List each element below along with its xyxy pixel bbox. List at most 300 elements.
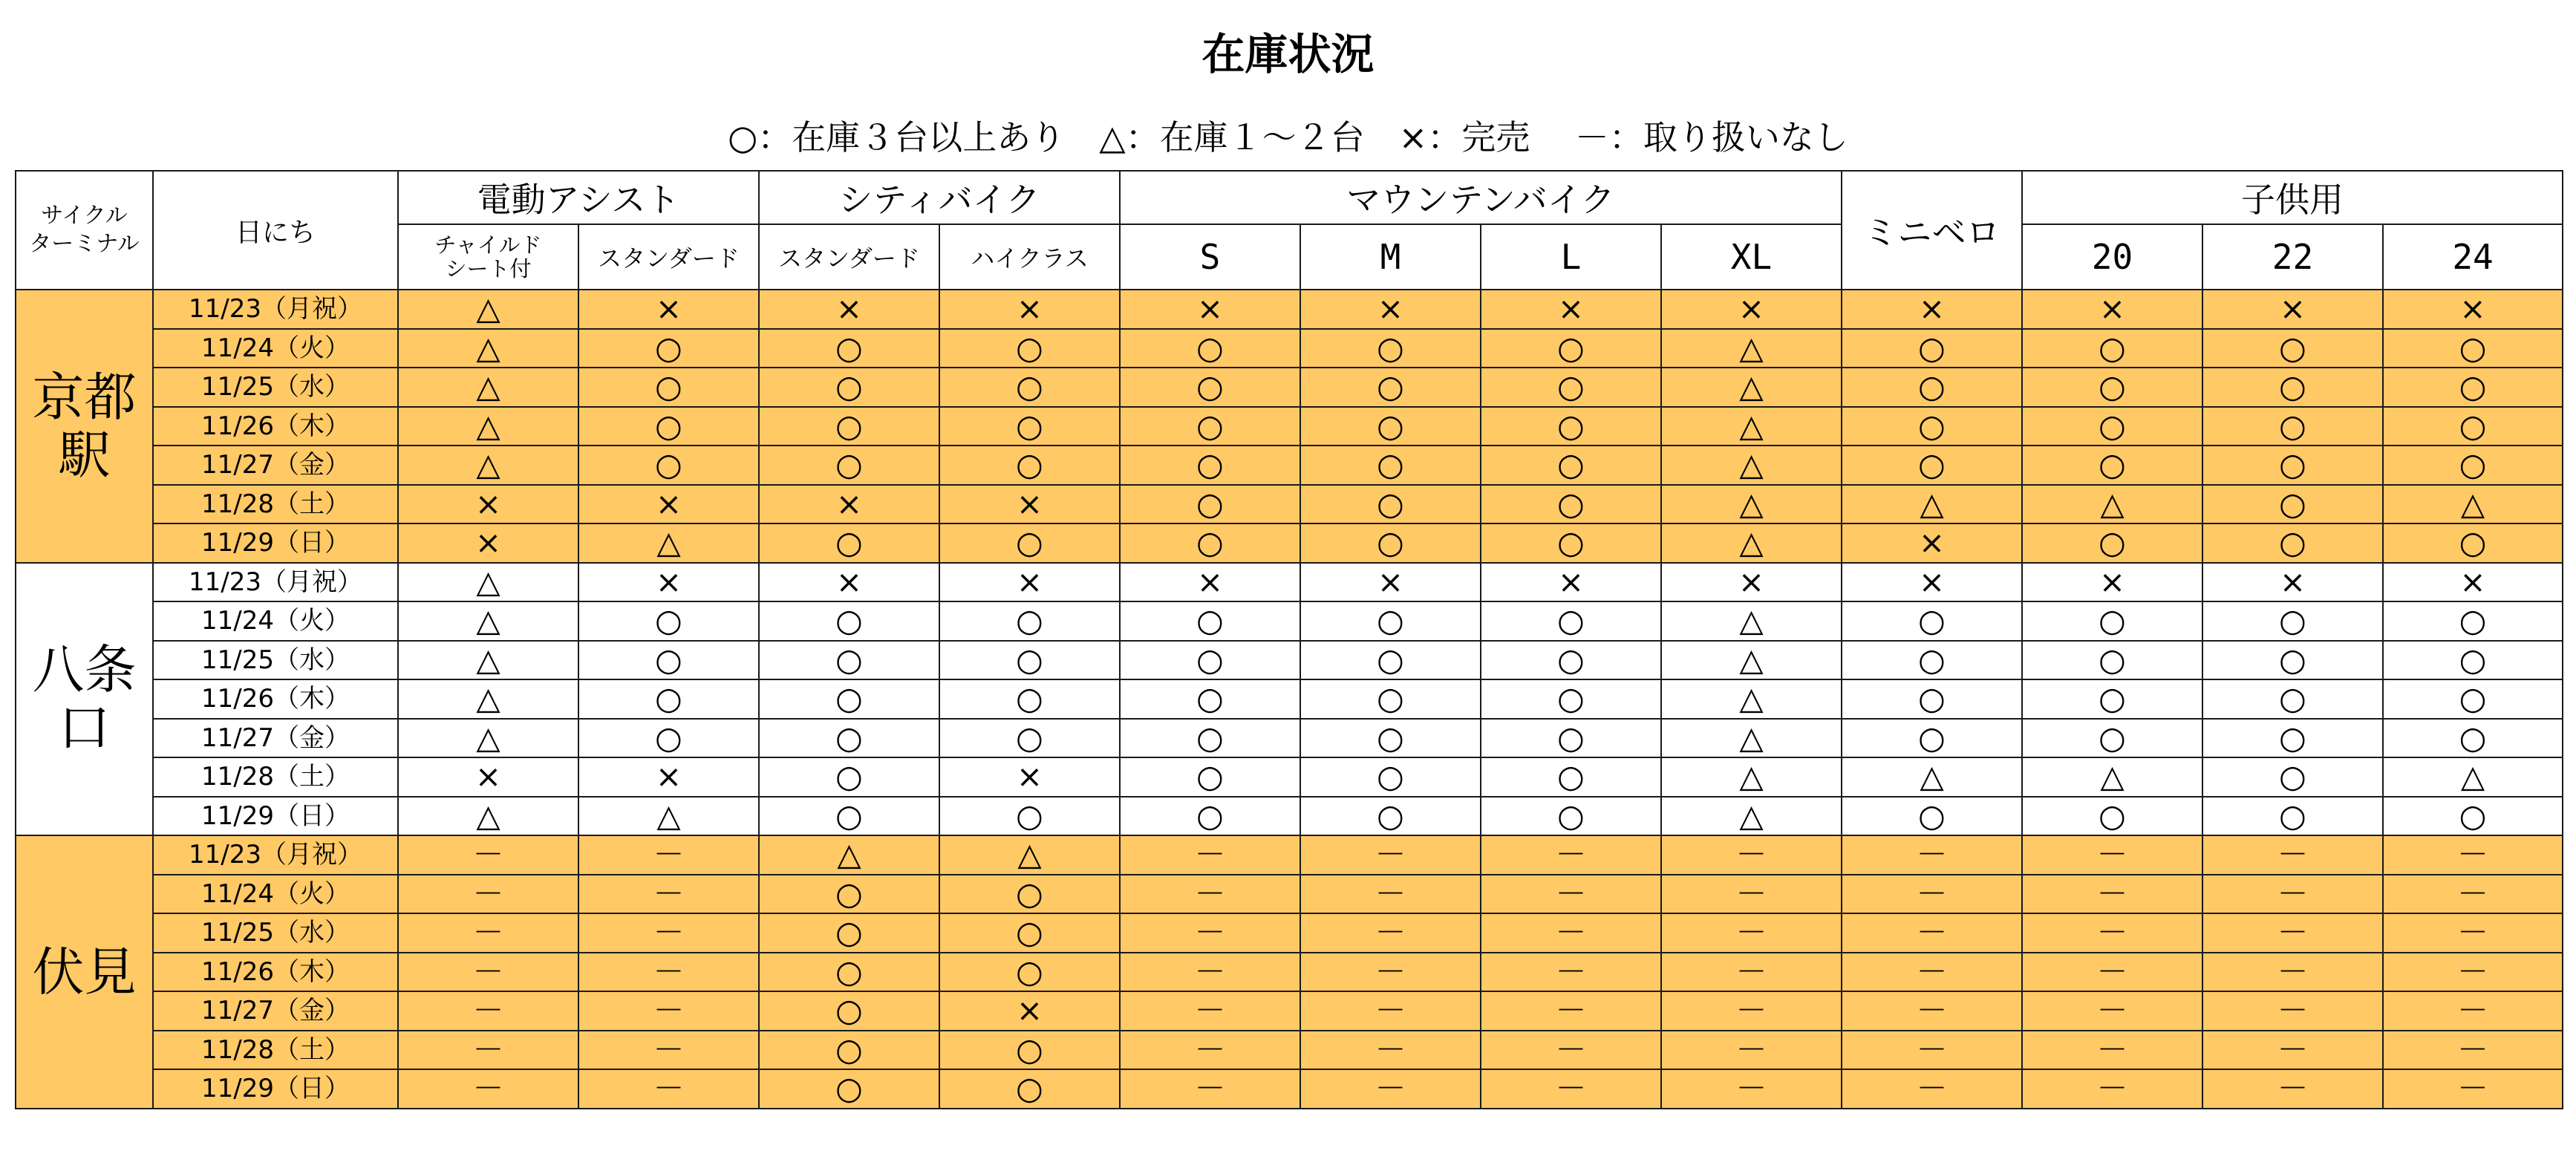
- stock-status-cell: －: [2202, 991, 2383, 1031]
- stock-status-cell: ○: [759, 953, 939, 992]
- stock-status-cell: ×: [759, 485, 939, 524]
- stock-status-cell: －: [578, 835, 759, 875]
- stock-status-cell: －: [1300, 1069, 1481, 1109]
- stock-status-cell: ×: [2383, 563, 2563, 602]
- stock-status-cell: －: [398, 1031, 578, 1070]
- stock-status-cell: ○: [759, 875, 939, 914]
- stock-status-cell: ○: [1120, 485, 1300, 524]
- stock-status-cell: △: [1661, 523, 1842, 563]
- table-row: [16, 1031, 2563, 1070]
- stock-status-cell: ○: [1481, 601, 1661, 641]
- date-cell: 11/26（木）: [153, 407, 398, 446]
- stock-status-cell: ○: [1481, 641, 1661, 680]
- stock-status-cell: －: [2383, 1069, 2563, 1109]
- stock-status-cell: ○: [2202, 641, 2383, 680]
- stock-status-cell: ○: [1300, 797, 1481, 836]
- stock-status-cell: △: [398, 368, 578, 407]
- stock-status-cell: △: [398, 797, 578, 836]
- header-sub-child-seat-label: チャイルド シート付: [434, 232, 542, 281]
- table-row: [16, 953, 2563, 992]
- stock-status-cell: －: [2202, 835, 2383, 875]
- stock-status-cell: ○: [939, 329, 1120, 368]
- stock-status-cell: －: [1300, 875, 1481, 914]
- stock-status-cell: ×: [1120, 290, 1300, 329]
- stock-status-cell: ○: [1120, 797, 1300, 836]
- stock-status-cell: ○: [1120, 679, 1300, 719]
- stock-status-cell: ○: [759, 446, 939, 485]
- stock-status-cell: ×: [1842, 563, 2022, 602]
- stock-status-cell: △: [398, 679, 578, 719]
- stock-status-cell: －: [1120, 991, 1300, 1031]
- stock-status-cell: △: [1661, 641, 1842, 680]
- stock-status-cell: －: [2383, 875, 2563, 914]
- station-name: 京都駅: [16, 290, 153, 563]
- date-cell: 11/25（水）: [153, 641, 398, 680]
- stock-status-cell: ○: [2383, 797, 2563, 836]
- stock-status-cell: ○: [1481, 329, 1661, 368]
- stock-status-cell: △: [1842, 757, 2022, 797]
- table-row: [16, 523, 2563, 563]
- stock-status-cell: ○: [2202, 679, 2383, 719]
- stock-status-cell: －: [398, 1069, 578, 1109]
- stock-status-cell: ○: [1481, 719, 1661, 758]
- table-row: [16, 757, 2563, 797]
- stock-status-cell: △: [1661, 797, 1842, 836]
- stock-status-cell: －: [578, 991, 759, 1031]
- stock-status-cell: －: [1842, 1031, 2022, 1070]
- stock-status-cell: △: [1661, 757, 1842, 797]
- stock-status-cell: △: [759, 835, 939, 875]
- stock-status-cell: －: [1661, 835, 1842, 875]
- table-row: [16, 485, 2563, 524]
- stock-status-cell: －: [398, 953, 578, 992]
- stock-status-cell: －: [2022, 991, 2202, 1031]
- header-terminal: [16, 171, 153, 290]
- stock-status-cell: ○: [939, 1069, 1120, 1109]
- stock-status-cell: ○: [2202, 368, 2383, 407]
- stock-status-cell: ○: [1300, 446, 1481, 485]
- stock-status-cell: ○: [2202, 329, 2383, 368]
- stock-status-cell: ○: [2383, 446, 2563, 485]
- stock-status-cell: ×: [2022, 290, 2202, 329]
- stock-status-cell: －: [1120, 875, 1300, 914]
- stock-status-cell: ○: [759, 679, 939, 719]
- stock-status-cell: ○: [2022, 407, 2202, 446]
- stock-status-cell: ○: [759, 407, 939, 446]
- stock-status-cell: －: [1661, 953, 1842, 992]
- stock-status-cell: －: [2022, 875, 2202, 914]
- inventory-table-body: [16, 290, 2563, 1109]
- stock-status-cell: ○: [578, 446, 759, 485]
- stock-status-cell: △: [398, 641, 578, 680]
- stock-status-cell: ○: [1842, 797, 2022, 836]
- stock-status-cell: ○: [2022, 523, 2202, 563]
- stock-status-cell: ○: [2383, 407, 2563, 446]
- stock-status-cell: －: [2383, 991, 2563, 1031]
- stock-status-cell: △: [1842, 485, 2022, 524]
- stock-status-cell: －: [578, 913, 759, 953]
- date-cell: 11/26（木）: [153, 679, 398, 719]
- stock-status-cell: －: [2202, 1031, 2383, 1070]
- header-sub-kids-20: 20: [2022, 224, 2202, 290]
- header-sub-city-standard: スタンダード: [759, 224, 939, 290]
- stock-status-cell: ×: [1120, 563, 1300, 602]
- stock-status-cell: ○: [759, 601, 939, 641]
- stock-status-cell: ○: [939, 523, 1120, 563]
- stock-status-cell: △: [1661, 368, 1842, 407]
- header-sub-child-seat: [398, 224, 578, 290]
- stock-status-cell: ○: [1481, 485, 1661, 524]
- stock-status-cell: －: [1300, 835, 1481, 875]
- header-sub-mtb-l: L: [1481, 224, 1661, 290]
- stock-status-cell: ×: [1842, 290, 2022, 329]
- stock-status-cell: △: [1661, 679, 1842, 719]
- inventory-table: [15, 170, 2563, 1109]
- table-row: [16, 679, 2563, 719]
- stock-status-cell: ○: [1300, 757, 1481, 797]
- stock-status-cell: －: [2022, 1031, 2202, 1070]
- table-row: [16, 913, 2563, 953]
- stock-status-cell: ○: [759, 1069, 939, 1109]
- stock-status-cell: ○: [1842, 641, 2022, 680]
- table-row: [16, 641, 2563, 680]
- stock-status-cell: △: [939, 835, 1120, 875]
- stock-status-cell: ○: [1300, 719, 1481, 758]
- stock-status-cell: △: [398, 719, 578, 758]
- stock-status-cell: －: [2022, 953, 2202, 992]
- stock-status-cell: ○: [2383, 601, 2563, 641]
- stock-status-cell: ○: [1300, 679, 1481, 719]
- date-cell: 11/24（火）: [153, 329, 398, 368]
- stock-status-cell: ×: [759, 563, 939, 602]
- stock-status-cell: ×: [759, 290, 939, 329]
- stock-status-cell: ○: [578, 719, 759, 758]
- stock-status-cell: －: [1842, 991, 2022, 1031]
- stock-status-cell: ○: [1842, 407, 2022, 446]
- table-row: [16, 407, 2563, 446]
- page-title: 在庫状況: [1201, 29, 1375, 79]
- stock-status-cell: △: [2022, 485, 2202, 524]
- stock-status-cell: －: [2202, 913, 2383, 953]
- stock-status-cell: △: [2383, 485, 2563, 524]
- stock-status-cell: －: [1481, 953, 1661, 992]
- stock-status-cell: ○: [1300, 485, 1481, 524]
- stock-status-cell: －: [578, 1031, 759, 1070]
- stock-status-cell: △: [578, 797, 759, 836]
- date-cell: 11/23（月祝）: [153, 835, 398, 875]
- stock-status-cell: ○: [2202, 797, 2383, 836]
- stock-status-cell: ○: [939, 368, 1120, 407]
- stock-status-cell: ○: [2022, 446, 2202, 485]
- table-row: [16, 368, 2563, 407]
- stock-status-cell: △: [1661, 329, 1842, 368]
- stock-status-cell: －: [1661, 913, 1842, 953]
- table-row: [16, 601, 2563, 641]
- stock-status-cell: ○: [1120, 523, 1300, 563]
- date-cell: 11/25（水）: [153, 368, 398, 407]
- stock-status-cell: ○: [1481, 797, 1661, 836]
- stock-status-cell: ○: [2383, 368, 2563, 407]
- header-group-minivelo: ミニベロ: [1842, 171, 2022, 290]
- stock-status-cell: △: [398, 601, 578, 641]
- stock-status-cell: ×: [1661, 563, 1842, 602]
- stock-status-cell: ×: [578, 563, 759, 602]
- table-row: [16, 991, 2563, 1031]
- station-name: 八条口: [16, 563, 153, 836]
- stock-status-cell: ○: [1120, 407, 1300, 446]
- stock-status-cell: ○: [1481, 368, 1661, 407]
- stock-status-cell: ○: [578, 641, 759, 680]
- stock-status-cell: ○: [759, 757, 939, 797]
- stock-status-cell: ○: [2202, 719, 2383, 758]
- stock-status-cell: －: [1481, 913, 1661, 953]
- header-row-subs: [16, 224, 2563, 290]
- stock-status-cell: －: [1661, 1069, 1842, 1109]
- stock-status-cell: ○: [759, 329, 939, 368]
- stock-status-cell: －: [1842, 953, 2022, 992]
- stock-status-cell: ×: [939, 485, 1120, 524]
- stock-status-cell: ○: [578, 368, 759, 407]
- stock-status-cell: ○: [939, 953, 1120, 992]
- header-group-city-bike: シティバイク: [759, 171, 1120, 224]
- stock-status-cell: ×: [578, 757, 759, 797]
- stock-status-cell: ○: [759, 913, 939, 953]
- stock-status-cell: ○: [2383, 523, 2563, 563]
- stock-status-cell: ○: [2202, 446, 2383, 485]
- stock-status-cell: ○: [1120, 757, 1300, 797]
- stock-status-cell: －: [1661, 875, 1842, 914]
- stock-status-cell: △: [1661, 407, 1842, 446]
- stock-status-cell: ○: [2022, 329, 2202, 368]
- stock-status-cell: ○: [759, 797, 939, 836]
- stock-status-cell: －: [1300, 1031, 1481, 1070]
- header-group-electric-assist: 電動アシスト: [398, 171, 759, 224]
- stock-status-cell: －: [1481, 991, 1661, 1031]
- stock-status-cell: －: [1661, 1031, 1842, 1070]
- stock-status-cell: ○: [578, 407, 759, 446]
- stock-status-cell: ○: [1481, 446, 1661, 485]
- stock-status-cell: －: [2202, 1069, 2383, 1109]
- stock-status-cell: ○: [759, 719, 939, 758]
- stock-status-cell: ○: [1300, 601, 1481, 641]
- table-row: [16, 875, 2563, 914]
- header-group-mountain-bike: マウンテンバイク: [1120, 171, 1842, 224]
- stock-status-cell: ○: [578, 601, 759, 641]
- stock-status-cell: －: [1300, 913, 1481, 953]
- stock-status-cell: ○: [2022, 368, 2202, 407]
- stock-status-cell: －: [1481, 875, 1661, 914]
- stock-status-cell: ○: [939, 719, 1120, 758]
- stock-status-cell: ○: [2202, 485, 2383, 524]
- header-terminal-label: サイクル ターミナル: [29, 203, 140, 257]
- stock-status-cell: －: [578, 953, 759, 992]
- stock-status-cell: －: [2202, 953, 2383, 992]
- stock-status-cell: △: [398, 329, 578, 368]
- table-row: [16, 446, 2563, 485]
- stock-status-cell: ○: [2202, 523, 2383, 563]
- stock-status-cell: ○: [1481, 679, 1661, 719]
- stock-status-cell: △: [1661, 601, 1842, 641]
- stock-status-cell: ×: [398, 485, 578, 524]
- stock-status-cell: ○: [1481, 757, 1661, 797]
- legend-text: ○：在庫３台以上あり △：在庫１～２台 ×：完売 －：取り扱いなし: [728, 117, 1848, 157]
- stock-status-cell: ○: [1300, 329, 1481, 368]
- stock-status-cell: ○: [1120, 446, 1300, 485]
- stock-status-cell: △: [2383, 757, 2563, 797]
- stock-status-cell: －: [1481, 1069, 1661, 1109]
- date-cell: 11/27（金）: [153, 446, 398, 485]
- date-cell: 11/29（日）: [153, 1069, 398, 1109]
- stock-status-cell: －: [398, 991, 578, 1031]
- stock-status-cell: △: [398, 407, 578, 446]
- date-cell: 11/28（土）: [153, 1031, 398, 1070]
- stock-status-cell: ○: [1300, 407, 1481, 446]
- stock-status-cell: ○: [1300, 523, 1481, 563]
- stock-status-cell: ○: [759, 368, 939, 407]
- table-row: [16, 1069, 2563, 1109]
- stock-status-cell: ○: [2383, 679, 2563, 719]
- date-cell: 11/27（金）: [153, 719, 398, 758]
- stock-status-cell: ×: [398, 757, 578, 797]
- stock-status-cell: －: [1481, 1031, 1661, 1070]
- stock-status-cell: ○: [939, 1031, 1120, 1070]
- stock-status-cell: －: [1120, 1069, 1300, 1109]
- stock-status-cell: ○: [1842, 368, 2022, 407]
- stock-status-cell: ○: [2022, 679, 2202, 719]
- stock-status-cell: －: [1300, 991, 1481, 1031]
- stock-status-cell: ○: [1120, 601, 1300, 641]
- stock-status-cell: ○: [939, 875, 1120, 914]
- stock-status-cell: －: [2383, 913, 2563, 953]
- stock-status-cell: ×: [398, 523, 578, 563]
- stock-status-cell: ○: [1120, 641, 1300, 680]
- stock-status-cell: ×: [1842, 523, 2022, 563]
- stock-status-cell: △: [2022, 757, 2202, 797]
- date-cell: 11/24（火）: [153, 601, 398, 641]
- date-cell: 11/26（木）: [153, 953, 398, 992]
- stock-status-cell: ○: [1842, 679, 2022, 719]
- stock-status-cell: ○: [2383, 329, 2563, 368]
- stock-status-cell: ○: [2383, 719, 2563, 758]
- stock-status-cell: ○: [759, 641, 939, 680]
- stock-status-cell: ○: [939, 797, 1120, 836]
- stock-status-cell: －: [398, 875, 578, 914]
- stock-status-cell: ○: [1120, 368, 1300, 407]
- header-group-kids: 子供用: [2022, 171, 2563, 224]
- stock-status-cell: ×: [2383, 290, 2563, 329]
- stock-status-cell: －: [1300, 953, 1481, 992]
- stock-status-cell: －: [1120, 835, 1300, 875]
- stock-status-cell: －: [1120, 1031, 1300, 1070]
- stock-status-cell: －: [2383, 1031, 2563, 1070]
- header-sub-kids-24: 24: [2383, 224, 2563, 290]
- stock-status-cell: －: [1481, 835, 1661, 875]
- stock-status-cell: ×: [2202, 563, 2383, 602]
- stock-status-cell: ○: [2022, 797, 2202, 836]
- stock-status-cell: ×: [1481, 290, 1661, 329]
- stock-status-cell: ×: [578, 485, 759, 524]
- stock-status-cell: ○: [1120, 719, 1300, 758]
- stock-status-cell: ○: [2202, 407, 2383, 446]
- stock-status-cell: ○: [1842, 719, 2022, 758]
- stock-status-cell: ○: [1300, 368, 1481, 407]
- stock-status-cell: △: [1661, 719, 1842, 758]
- stock-status-cell: ×: [939, 563, 1120, 602]
- stock-status-cell: ○: [939, 601, 1120, 641]
- date-cell: 11/28（土）: [153, 485, 398, 524]
- date-cell: 11/27（金）: [153, 991, 398, 1031]
- stock-status-cell: －: [2022, 913, 2202, 953]
- header-sub-kids-22: 22: [2202, 224, 2383, 290]
- stock-status-cell: ×: [2202, 290, 2383, 329]
- stock-status-cell: △: [578, 523, 759, 563]
- stock-status-cell: ○: [578, 679, 759, 719]
- station-name: 伏見: [16, 835, 153, 1109]
- stock-status-cell: △: [398, 563, 578, 602]
- stock-status-cell: ○: [759, 991, 939, 1031]
- stock-status-cell: ×: [578, 290, 759, 329]
- date-cell: 11/25（水）: [153, 913, 398, 953]
- stock-status-cell: ○: [578, 329, 759, 368]
- stock-status-cell: ○: [2202, 757, 2383, 797]
- stock-status-cell: ○: [939, 679, 1120, 719]
- stock-status-cell: －: [1661, 991, 1842, 1031]
- stock-status-cell: －: [398, 913, 578, 953]
- stock-status-cell: ○: [2022, 719, 2202, 758]
- stock-status-cell: －: [1842, 835, 2022, 875]
- table-row: [16, 719, 2563, 758]
- stock-status-cell: ○: [939, 913, 1120, 953]
- stock-status-cell: ×: [1661, 290, 1842, 329]
- stock-status-cell: ○: [1842, 446, 2022, 485]
- stock-status-cell: ×: [939, 757, 1120, 797]
- date-cell: 11/24（火）: [153, 875, 398, 914]
- stock-status-cell: △: [398, 290, 578, 329]
- header-sub-mtb-s: S: [1120, 224, 1300, 290]
- stock-status-cell: △: [1661, 446, 1842, 485]
- stock-status-cell: ○: [939, 407, 1120, 446]
- stock-status-cell: ○: [1842, 329, 2022, 368]
- stock-status-cell: ○: [2022, 601, 2202, 641]
- stock-status-cell: ○: [939, 641, 1120, 680]
- stock-status-cell: －: [2022, 1069, 2202, 1109]
- stock-status-cell: ×: [1481, 563, 1661, 602]
- stock-status-cell: －: [1842, 875, 2022, 914]
- stock-status-cell: ○: [2022, 641, 2202, 680]
- table-row: [16, 563, 2563, 602]
- header-sub-mtb-xl: XL: [1661, 224, 1842, 290]
- date-cell: 11/29（日）: [153, 797, 398, 836]
- stock-status-cell: ○: [2202, 601, 2383, 641]
- table-row: [16, 329, 2563, 368]
- stock-status-cell: －: [1842, 913, 2022, 953]
- stock-status-cell: －: [2383, 953, 2563, 992]
- stock-status-cell: △: [398, 446, 578, 485]
- header-sub-electric-standard: スタンダード: [578, 224, 759, 290]
- header-row-groups: [16, 171, 2563, 224]
- stock-status-cell: ○: [1120, 329, 1300, 368]
- stock-status-cell: －: [1120, 953, 1300, 992]
- date-cell: 11/23（月祝）: [153, 563, 398, 602]
- stock-status-cell: ×: [2022, 563, 2202, 602]
- header-date: 日にち: [153, 171, 398, 290]
- stock-status-cell: －: [2202, 875, 2383, 914]
- stock-status-cell: ○: [1842, 601, 2022, 641]
- table-row: [16, 835, 2563, 875]
- table-row: [16, 290, 2563, 329]
- stock-status-cell: ×: [1300, 290, 1481, 329]
- stock-status-cell: －: [1842, 1069, 2022, 1109]
